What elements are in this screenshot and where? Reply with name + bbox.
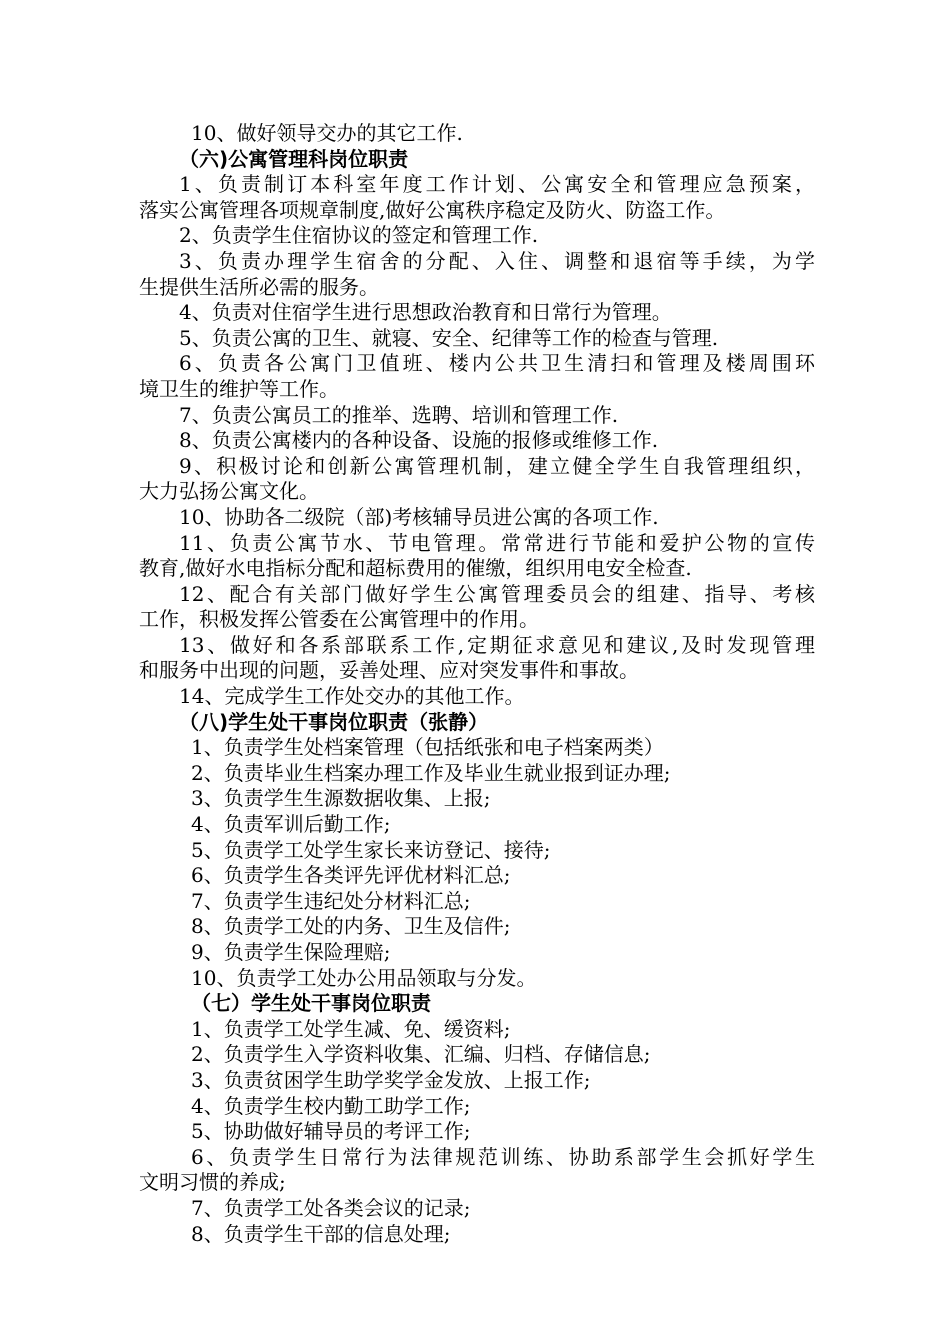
duty-item: 7、负责公寓员工的推举、选聘、培训和管理工作. xyxy=(179,402,619,427)
duty-item-continuation: 教育,做好水电指标分配和超标费用的催缴，组织用电安全检查. xyxy=(139,556,692,581)
duty-item-continuation: 境卫生的维护等工作。 xyxy=(139,376,339,401)
duty-item: 7、负责学生违纪处分材料汇总; xyxy=(191,888,471,913)
duty-item: 3、负责办理学生宿舍的分配、入住、调整和退宿等手续，为学 xyxy=(179,248,815,273)
duty-item: 1、负责制订本科室年度工作计划、公寓安全和管理应急预案， xyxy=(179,172,815,197)
duty-item-continuation: 落实公寓管理各项规章制度,做好公寓秩序稳定及防火、防盗工作。 xyxy=(139,197,726,222)
duty-item: 5、负责公寓的卫生、就寝、安全、纪律等工作的检查与管理. xyxy=(179,325,719,350)
section-heading: （六)公寓管理科岗位职责 xyxy=(179,146,409,171)
duty-item: 3、负责学生生源数据收集、上报; xyxy=(191,786,491,811)
duty-item: 11、负责公寓节水、节电管理。常常进行节能和爱护公物的宣传 xyxy=(179,530,815,555)
duty-item-continuation: 生提供生活所必需的服务。 xyxy=(139,274,379,299)
section-heading: （七）学生处干事岗位职责 xyxy=(191,991,431,1016)
duty-item: 10、协助各二级院（部)考核辅导员进公寓的各项工作. xyxy=(179,504,659,529)
section-heading: （八)学生处干事岗位职责（张静） xyxy=(179,709,489,734)
duty-item: 2、负责学生住宿协议的签定和管理工作. xyxy=(179,223,539,248)
duty-item: 13、做好和各系部联系工作,定期征求意见和建议,及时发现管理 xyxy=(179,632,815,657)
duty-item-continuation: 大力弘扬公寓文化。 xyxy=(139,479,319,504)
duty-item: 6、负责学生各类评先评优材料汇总; xyxy=(191,863,511,888)
duty-item: 2、负责学生入学资料收集、汇编、归档、存储信息; xyxy=(191,1042,651,1067)
duty-item: 4、负责学生校内勤工助学工作; xyxy=(191,1093,471,1118)
duty-item: 6、负责各公寓门卫值班、楼内公共卫生清扫和管理及楼周围环 xyxy=(179,351,815,376)
document-page xyxy=(139,121,815,1247)
duty-item: 14、完成学生工作处交办的其他工作。 xyxy=(179,684,525,709)
duty-item: 3、负责贫困学生助学奖学金发放、上报工作; xyxy=(191,1067,591,1092)
duty-item: 9、积极讨论和创新公寓管理机制，建立健全学生自我管理组织， xyxy=(179,453,815,478)
duty-item: 12、配合有关部门做好学生公寓管理委员会的组建、指导、考核 xyxy=(179,581,815,606)
duty-item: 1、负责学生处档案管理（包括纸张和电子档案两类） xyxy=(191,735,664,760)
duty-item-continuation: 文明习惯的养成; xyxy=(139,1170,286,1195)
duty-item: 8、负责学生干部的信息处理; xyxy=(191,1221,451,1246)
duty-item: 1、负责学工处学生减、免、缓资料; xyxy=(191,1016,511,1041)
duty-item: 6、负责学生日常行为法律规范训练、协助系部学生会抓好学生 xyxy=(191,1144,815,1169)
duty-item: 4、负责军训后勤工作; xyxy=(191,812,391,837)
duty-item: 10、负责学工处办公用品领取与分发。 xyxy=(191,965,537,990)
duty-item: 7、负责学工处各类会议的记录; xyxy=(191,1195,471,1220)
duty-item: 10、做好领导交办的其它工作. xyxy=(191,121,463,145)
duty-item: 5、协助做好辅导员的考评工作; xyxy=(191,1119,471,1144)
duty-item: 5、负责学工处学生家长来访登记、接待; xyxy=(191,837,551,862)
duty-item: 8、负责学工处的内务、卫生及信件; xyxy=(191,914,511,939)
duty-item: 9、负责学生保险理赔; xyxy=(191,940,391,964)
duty-item: 8、负责公寓楼内的各种设备、设施的报修或维修工作. xyxy=(179,428,659,453)
duty-item-continuation: 和服务中出现的问题，妥善处理、应对突发事件和事故。 xyxy=(139,658,639,683)
duty-item-continuation: 工作，积极发挥公管委在公寓管理中的作用。 xyxy=(139,607,539,632)
duty-item: 4、负责对住宿学生进行思想政治教育和日常行为管理。 xyxy=(179,300,672,325)
duty-item: 2、负责毕业生档案办理工作及毕业生就业报到证办理; xyxy=(191,760,671,785)
